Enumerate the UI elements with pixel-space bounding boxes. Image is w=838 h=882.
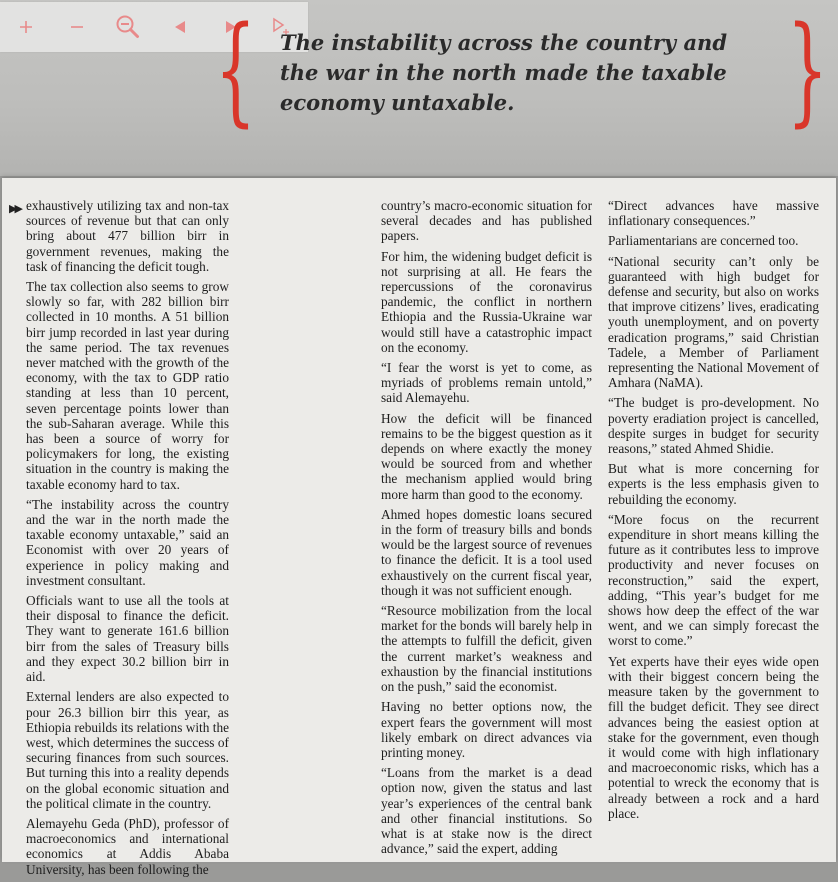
article-column-3 (608, 198, 819, 826)
paragraph: But what is more concerning for experts is the less emphasis given to rebuilding the economy. (608, 461, 819, 507)
paragraph: “The instability across the country and the war in the north made the taxable economy untaxable,” said an Economist with over 20 years of experience in policy making and investment consultant. (26, 496, 229, 588)
left-brace-decoration: { (214, 0, 257, 138)
paragraph: Ahmed hopes domestic loans secured in the form of treasury bills and bonds would be the largest source of revenues to finance the deficit. It is a tool used exhaustively on the current fiscal year, though it was not sufficient enough. (381, 506, 592, 598)
previous-page-button[interactable] (154, 7, 205, 47)
article-column-2 (381, 198, 592, 861)
paragraph: “Direct advances have massive inflationary consequences.” (608, 198, 819, 229)
right-brace-decoration: } (786, 0, 829, 138)
zoom-in-icon (19, 20, 33, 34)
paragraph: Officials want to use all the tools at their disposal to finance the deficit. They want to generate 161.6 billion birr from the sales of Treasury bills and they expect 30.2 billion birr in aid. (26, 593, 229, 685)
paragraph: Having no better options now, the expert fears the government will most likely embark on direct advances via printing money. (381, 699, 592, 760)
paragraph: “National security can’t only be guaranteed with high budget for defense and security, but also on works that improve citizens’ lives, eradicating youth unemployment, and on poverty eradication programs,” said Christian Tadele, a Member of Parliament representing the National Movement of Amhara (NaMA). (608, 253, 819, 391)
paragraph: Alemayehu Geda (PhD), professor of macroeconomics and international economics at Addis Ababa University, has been following the (26, 815, 229, 877)
paragraph: exhaustively utilizing tax and non-tax sources of revenue but that can only bring about 477 billion birr in government revenues, making the task of financing the deficit tough. (26, 198, 229, 274)
paragraph: The tax collection also seems to grow slowly so far, with 282 billion birr collected in 10 months. A 51 billion birr jump recorded in last year during the same period. The tax revenues never matched with the growth of the economy, with the tax to GDP ratio standing at less than 10 percent, seven percentage points lower than the sub-Saharan average. While this has been a source of worry for policymakers for long, the existing situation in the country is making the taxable economy hard to tax. (26, 279, 229, 492)
magnifier-minus-icon (115, 14, 141, 40)
paragraph: “Loans from the market is a dead option now, given the status and last year’s experiences of the central bank and other financial institutions. So what is at stake now is the direct advance,” said the expert, adding (381, 765, 592, 857)
paragraph: “Resource mobilization from the local market for the bonds will barely help in the attempts to fulfill the deficit, given the current market’s weakness and exhaustion by the financial institutions on the push,” said the economist. (381, 603, 592, 695)
paragraph: External lenders are also expected to pour 26.3 billion birr this year, as Ethiopia rebuilds its relations with the west, which determines the success of securing finances from such sources. But turning this into a reality depends on the global economic situation and the political climate in the country. (26, 689, 229, 811)
pull-quote: The instability across the country and the war in the north made the taxable economy untaxable. (280, 30, 727, 115)
article-column-1 (26, 198, 229, 882)
zoom-out-button[interactable] (51, 7, 102, 47)
viewer-toolbar (0, 2, 308, 52)
zoom-out-icon (70, 20, 84, 34)
paragraph: country’s macro-economic situation for several decades and has published papers. (381, 198, 592, 244)
paragraph: “The budget is pro-development. No poverty eradiation project is cancelled, despite surges in budget for security reasons,” stated Ahmed Shidie. (608, 395, 819, 457)
paragraph: “More focus on the recurrent expenditure in short means killing the future as it contributes less to improve productivity and never focuses on reconstruction,” said the expert, adding, “This year’s budget for me shows how deep the effect of the war went, and we can simply forecast the worst to come.” (608, 511, 819, 649)
continued-arrow-icon: ▶▶ (9, 202, 20, 215)
zoom-in-button[interactable] (0, 7, 51, 47)
paragraph: For him, the widening budget deficit is not surprising at all. He fears the repercussions of the coronavirus pandemic, the conflict in northern Ethiopia and the Russia-Ukraine war would still have a catastrophic impact on the economy. (381, 248, 592, 355)
paragraph: How the deficit will be financed remains to be the biggest question as it depends on where exactly the money would be sourced from and whether the mechanism applied would bring more harm than good to the economy. (381, 410, 592, 502)
article-page (2, 178, 836, 877)
previous-page-icon (172, 19, 188, 35)
paragraph: Parliamentarians are concerned too. (608, 233, 799, 249)
paragraph: “I fear the worst is yet to come, as myriads of problems remain untold,” said Alemayehu. (381, 360, 592, 406)
paragraph: Yet experts have their eyes wide open with their biggest concern being the measure taken by the government to fill the budget deficit. They see direct advances being the easiest option at stake for the government, even though it would come with high inflationary and macroeconomic risks, which has a potential to wreck the economy that is already between a rock and a hard place. (608, 653, 819, 821)
zoom-reset-button[interactable] (103, 7, 154, 47)
